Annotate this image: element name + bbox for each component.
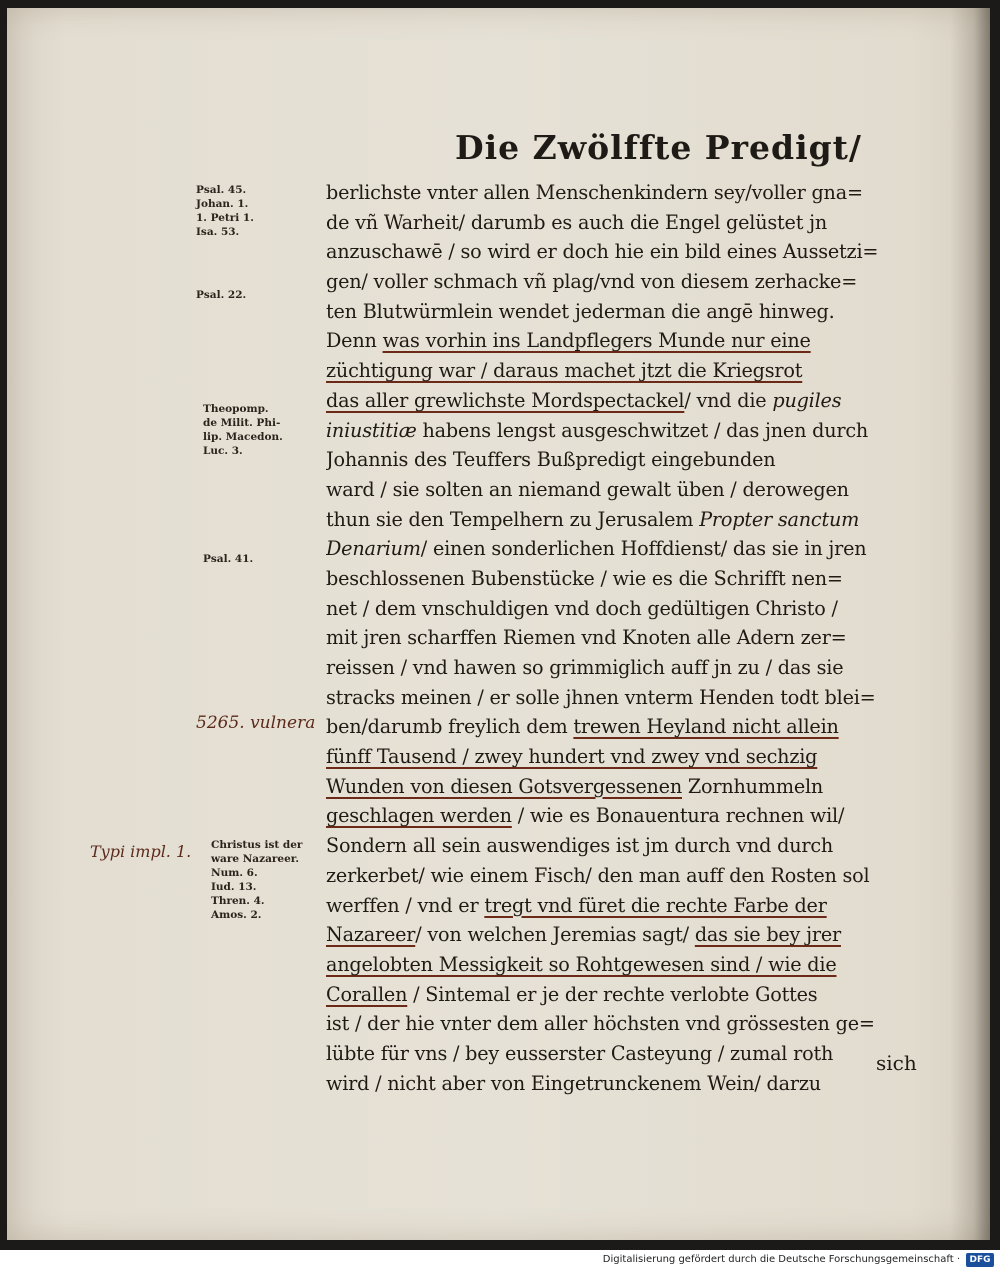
text-segment: net / dem vnschuldigen vnd doch gedültigen Christo / [326, 596, 838, 620]
text-segment: tregt vnd füret die rechte Farbe der [484, 893, 827, 917]
text-line [326, 505, 914, 535]
text-line [326, 594, 914, 624]
margin-note-group-4 [203, 552, 253, 566]
margin-note-line: Psal. 45. [196, 184, 247, 196]
running-head: Die Zwölffte Predigt/ [455, 128, 862, 167]
text-segment: / einen sonderlichen Hoffdienst/ das sie in jren [420, 537, 867, 561]
text-segment: ist / der hie vnter dem aller höchsten vnd grössesten ge= [326, 1012, 875, 1036]
text-segment: pugiles [772, 388, 842, 412]
text-segment: züchtigung war / daraus machet jtzt die Kriegsrot [326, 359, 803, 383]
text-line [326, 801, 914, 831]
text-segment: geschlagen werden [326, 804, 512, 828]
text-line [326, 861, 914, 891]
text-segment: ward / sie solten an niemand gewalt üben / derowegen [326, 477, 849, 501]
text-segment: thun sie den Tempelhern zu Jerusalem [326, 507, 700, 531]
footer-bar [0, 1250, 1000, 1271]
text-line [326, 950, 914, 980]
margin-note-group-2 [196, 288, 246, 302]
text-line [326, 1039, 914, 1069]
text-segment: ben/darumb freylich dem [326, 715, 574, 739]
text-line [326, 1069, 914, 1099]
margin-note-line: Thren. 4. [211, 895, 265, 907]
text-line [326, 356, 914, 386]
text-line [326, 386, 914, 416]
text-line [326, 297, 914, 327]
margin-note-line: Psal. 22. [196, 289, 247, 301]
text-line [326, 920, 914, 950]
margin-note-line: 1. Petri 1. [196, 212, 254, 224]
text-segment: Denn [326, 329, 383, 353]
text-segment: Wunden von diesen Gotsvergessenen [326, 774, 682, 798]
text-segment: angelobten Messigkeit so Rohtgewesen sind / wie die [326, 952, 837, 976]
margin-note-line: Christus ist der [211, 839, 303, 851]
handwritten-typi-note: Typi impl. 1. [90, 842, 192, 861]
margin-note-group-3 [203, 402, 283, 458]
text-segment: Sondern all sein auswendiges ist jm durch vnd durch [326, 834, 834, 858]
text-line [326, 534, 914, 564]
text-segment: de vñ Warheit/ darumb es auch die Engel gelüstet jn [326, 210, 828, 234]
margin-note-line: Iud. 13. [211, 881, 257, 893]
margin-note-line: Johan. 1. [196, 198, 249, 210]
text-segment: Nazareer [326, 923, 416, 947]
text-segment: trewen Heyland nicht allein [573, 715, 839, 739]
text-line [326, 1009, 914, 1039]
text-segment: / Sintemal er je der rechte verlobte Gottes [407, 982, 818, 1006]
margin-note-line: Num. 6. [211, 867, 258, 879]
text-line [326, 208, 914, 238]
text-segment: berlichste vnter allen Menschenkindern sey/voller gna= [326, 181, 863, 204]
text-line [326, 980, 914, 1010]
margin-note-line: lip. Macedon. [203, 431, 283, 443]
text-line [326, 326, 914, 356]
margin-note-line: Theopomp. [203, 403, 269, 415]
text-segment: mit jren scharffen Riemen vnd Knoten alle Adern zer= [326, 626, 847, 650]
text-segment: werffen / vnd er [326, 893, 485, 917]
text-segment: Johannis des Teuffers Bußpredigt eingebunden [326, 448, 776, 472]
text-segment: fünff Tausend / zwey hundert vnd zwey vnd sechzig [326, 745, 818, 769]
text-line [326, 712, 914, 742]
text-segment: / wie es Bonauentura rechnen wil/ [511, 804, 845, 828]
margin-note-line: Luc. 3. [203, 445, 243, 457]
text-segment: gen/ voller schmach vñ plag/vnd von diesem zerhacke= [326, 270, 858, 294]
main-text-block [326, 178, 914, 1098]
text-segment: lübte für vns / bey eusserster Casteyung / zumal roth [326, 1041, 834, 1065]
text-segment: das sie bey jrer [694, 923, 841, 947]
text-segment: beschlossenen Bubenstücke / wie es die Schrifft nen= [326, 566, 843, 590]
text-segment: / von welchen Jeremias sagt/ [415, 923, 695, 947]
text-segment: wird / nicht aber von Eingetrunckenem Wein/ darzu [326, 1071, 821, 1095]
margin-note-line: de Milit. Phi- [203, 417, 281, 429]
text-line [326, 267, 914, 297]
text-segment: Zornhummeln [682, 774, 824, 798]
text-segment: Propter sanctum [699, 507, 860, 531]
text-segment: zerkerbet/ wie einem Fisch/ den man auff den Rosten sol [326, 863, 870, 887]
text-segment: ten Blutwürmlein wendet jederman die angē hinweg. [326, 299, 835, 323]
catchword: sich [876, 1051, 917, 1075]
text-segment: Corallen [326, 982, 408, 1006]
dfg-logo: DFG [966, 1253, 994, 1267]
text-line [326, 831, 914, 861]
text-line [326, 178, 914, 208]
text-line [326, 237, 914, 267]
text-line [326, 742, 914, 772]
text-segment: das aller grewlichste Mordspectackel [326, 388, 685, 412]
margin-note-line: ware Nazareer. [211, 853, 299, 865]
footer-credit-text: Digitalisierung gefördert durch die Deutsche Forschungsgemeinschaft · [602, 1254, 960, 1265]
text-segment: reissen / vnd hawen so grimmiglich auff jn zu / das sie [326, 656, 844, 679]
text-line [326, 564, 914, 594]
margin-note-line: Amos. 2. [211, 909, 262, 921]
margin-note-line: Isa. 53. [196, 226, 240, 238]
handwritten-vulnera-note: 5265. vulnera [196, 713, 316, 733]
text-segment: habens lengst ausgeschwitzet / das jnen durch [416, 418, 869, 442]
text-line [326, 623, 914, 653]
text-line [326, 683, 914, 713]
text-line [326, 475, 914, 505]
text-line [326, 653, 914, 683]
page-gutter-shadow [950, 8, 990, 1240]
text-segment: stracks meinen / er solle jhnen vnterm Henden todt blei= [326, 685, 876, 709]
text-segment: / vnd die [684, 388, 773, 412]
text-segment: Denarium [326, 537, 421, 561]
text-line [326, 416, 914, 446]
text-segment: was vorhin ins Landpflegers Munde nur eine [382, 329, 811, 353]
margin-note-group-1 [196, 183, 254, 239]
text-segment: anzuschawē / so wird er doch hie ein bild eines Aussetzi= [326, 240, 879, 264]
text-line [326, 772, 914, 802]
margin-note-group-5 [211, 838, 302, 922]
margin-note-line: Psal. 41. [203, 553, 254, 565]
text-line [326, 445, 914, 475]
text-line [326, 891, 914, 921]
text-segment: iniustitiæ [326, 418, 417, 442]
